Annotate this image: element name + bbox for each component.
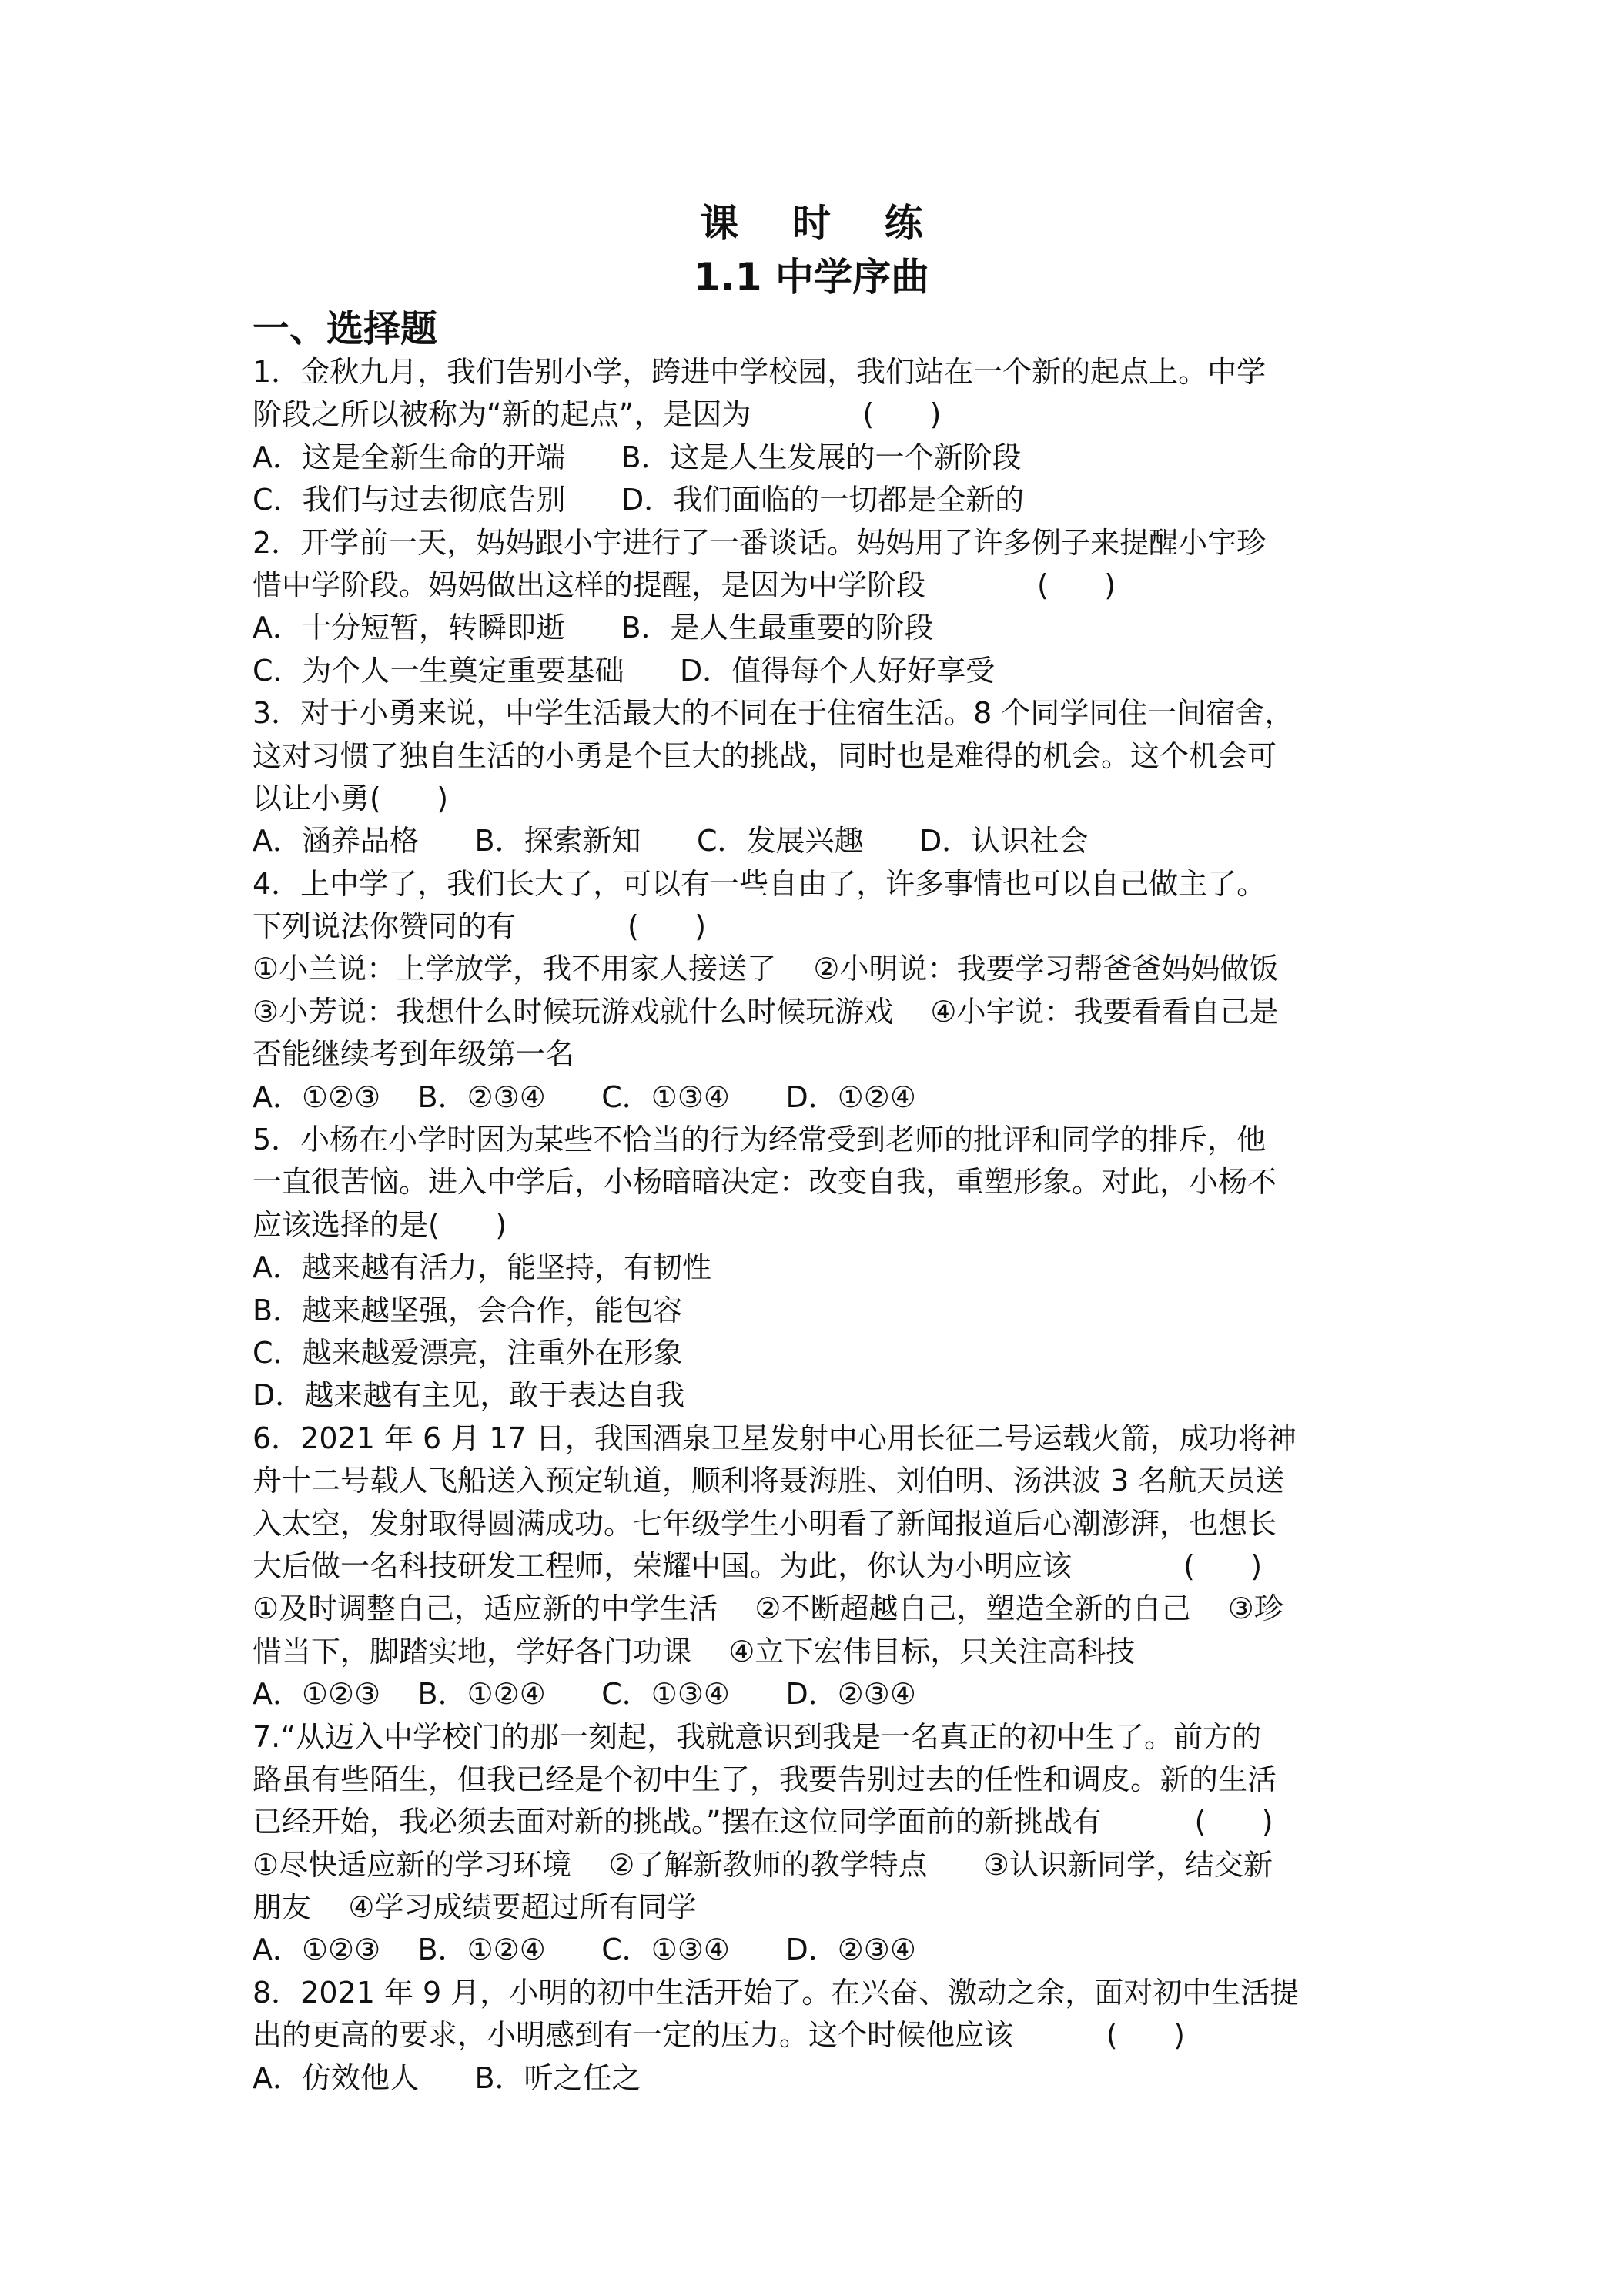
text-line: A．这是全新生命的开端 B．这是人生发展的一个新阶段: [253, 440, 1022, 474]
text-line: 大后做一名科技研发工程师，荣耀中国。为此，你认为小明应该 ( ): [253, 1548, 1263, 1583]
text-line: C．越来越爱漂亮，注重外在形象: [253, 1335, 683, 1370]
text-line: 应该选择的是( ): [253, 1207, 507, 1242]
text-line: 出的更高的要求，小明感到有一定的压力。这个时候他应该 ( ): [253, 2018, 1185, 2053]
text-line: 路虽有些陌生，但我已经是个初中生了，我要告别过去的任性和调皮。新的生活: [253, 1762, 1277, 1796]
question-content: [253, 351, 1392, 2100]
text-line: 入太空，发射取得圆满成功。七年级学生小明看了新闻报道后心潮澎湃，也想长: [253, 1506, 1277, 1541]
document-title: 课 时 练: [700, 201, 923, 246]
text-line: C．我们与过去彻底告别 D．我们面临的一切都是全新的: [253, 483, 1025, 517]
text-line: B．越来越坚强，会合作，能包容: [253, 1293, 683, 1327]
section-heading: 一、选择题: [253, 307, 438, 350]
text-line: A．越来越有活力，能坚持，有韧性: [253, 1250, 711, 1285]
text-line: 5．小杨在小学时因为某些不恰当的行为经常受到老师的批评和同学的排斥，他: [253, 1123, 1267, 1157]
text-line: 6．2021 年 6 月 17 日，我国酒泉卫星发射中心用长征二号运载火箭，成功将神: [253, 1421, 1297, 1455]
text-line: A．仿效他人 B．听之任之: [253, 2060, 641, 2095]
text-line: 3．对于小勇来说，中学生活最大的不同在于住宿生活。8 个同学同住一间宿舍，: [253, 696, 1294, 731]
text-line: 4．上中学了，我们长大了，可以有一些自由了，许多事情也可以自己做主了。: [253, 866, 1267, 901]
text-line: 8．2021 年 9 月，小明的初中生活开始了。在兴奋、激动之余，面对初中生活提: [253, 1975, 1300, 2010]
text-line: 2．开学前一天，妈妈跟小宇进行了一番谈话。妈妈用了许多例子来提醒小宇珍: [253, 525, 1267, 560]
text-line: 舟十二号载人飞船送入预定轨道，顺利将聂海胜、刘伯明、汤洪波 3 名航天员送: [253, 1464, 1285, 1498]
text-line: 7.“从迈入中学校门的那一刻起，我就意识到我是一名真正的初中生了。前方的: [253, 1719, 1261, 1754]
text-line: 否能继续考到年级第一名: [253, 1037, 575, 1072]
text-line: C．为个人一生奠定重要基础 D．值得每个人好好享受: [253, 653, 996, 688]
text-line: A．十分短暂，转瞬即逝 B．是人生最重要的阶段: [253, 611, 934, 645]
text-line: 惜当下，脚踏实地，学好各门功课 ④立下宏伟目标，只关注高科技: [253, 1634, 1136, 1668]
text-line: A．涵养品格 B．探索新知 C．发展兴趣 D．认识社会: [253, 824, 1089, 858]
text-line: ①尽快适应新的学习环境 ②了解新教师的教学特点 ③认识新同学，结交新: [253, 1847, 1273, 1882]
text-line: ①小兰说：上学放学，我不用家人接送了 ②小明说：我要学习帮爸爸妈妈做饭: [253, 952, 1279, 986]
text-line: D．越来越有主见，敢于表达自我: [253, 1378, 685, 1413]
text-line: 已经开始，我必须去面对新的挑战。”摆在这位同学面前的新挑战有 ( ): [253, 1805, 1273, 1839]
lesson-title: 1.1 中学序曲: [694, 255, 929, 300]
text-line: 这对习惯了独自生活的小勇是个巨大的挑战，同时也是难得的机会。这个机会可: [253, 738, 1277, 773]
text-line: 下列说法你赞同的有 ( ): [253, 909, 707, 944]
text-line: 惜中学阶段。妈妈做出这样的提醒，是因为中学阶段 ( ): [253, 567, 1116, 602]
text-line: 1．金秋九月，我们告别小学，跨进中学校园，我们站在一个新的起点上。中学: [253, 355, 1267, 389]
text-line: 朋友 ④学习成绩要超过所有同学: [253, 1890, 697, 1925]
text-line: ③小芳说：我想什么时候玩游戏就什么时候玩游戏 ④小宇说：我要看看自己是: [253, 994, 1279, 1029]
text-line: 阶段之所以被称为“新的起点”，是因为 ( ): [253, 397, 942, 432]
text-line: ①及时调整自己，适应新的中学生活 ②不断超越自己，塑造全新的自己 ③珍: [253, 1591, 1283, 1626]
text-line: A．①②③ B．①②④ C．①③④ D．②③④: [253, 1677, 916, 1712]
text-line: 一直很苦恼。进入中学后，小杨暗暗决定：改变自我，重塑形象。对此，小杨不: [253, 1165, 1277, 1200]
text-line: 以让小勇( ): [253, 781, 449, 815]
text-line: A．①②③ B．②③④ C．①③④ D．①②④: [253, 1079, 916, 1114]
text-line: A．①②③ B．①②④ C．①③④ D．②③④: [253, 1933, 916, 1967]
